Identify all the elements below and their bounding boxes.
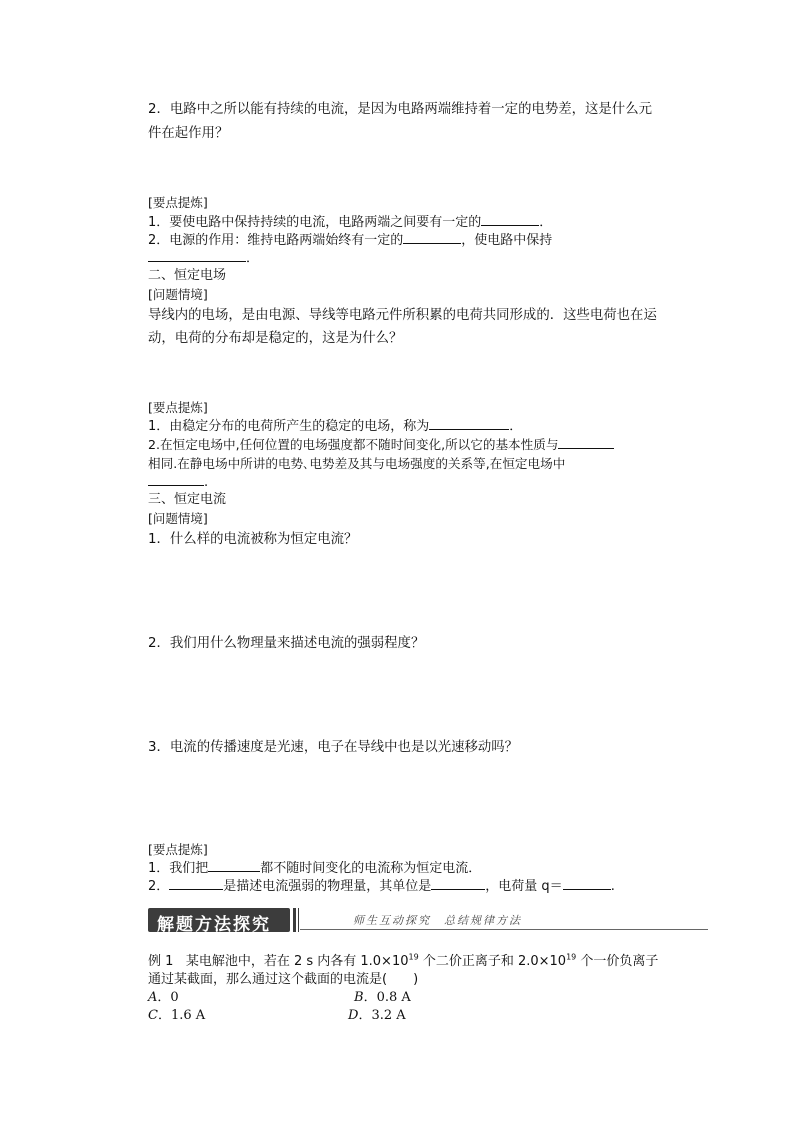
answer-blank[interactable] bbox=[148, 473, 204, 486]
answer-blank[interactable] bbox=[403, 231, 461, 244]
option-b-letter: B bbox=[354, 990, 364, 1005]
key-point-1-end: ． bbox=[539, 215, 553, 230]
key-point-1 bbox=[148, 213, 552, 231]
field-key-point-1-text: 1．由稳定分布的电荷所产生的稳定的电场，称为 bbox=[148, 419, 430, 434]
key-points-label: [要点提炼] bbox=[148, 195, 208, 210]
current-key-point-2-mid-2: ，电荷量 q＝ bbox=[485, 879, 563, 894]
current-key-point-2 bbox=[148, 877, 615, 895]
answer-blank[interactable] bbox=[169, 877, 223, 890]
banner-title-box bbox=[148, 908, 290, 935]
current-key-point-2-mid-1: 是描述电流强弱的物理量，其单位是 bbox=[223, 879, 432, 894]
answer-blank[interactable] bbox=[429, 417, 509, 430]
field-key-point-1 bbox=[148, 417, 522, 435]
question-2-line-2: 件在起作用？ bbox=[148, 126, 229, 141]
answer-blank[interactable] bbox=[563, 877, 611, 890]
banner-divider-bar bbox=[298, 908, 299, 932]
option-c-letter: C bbox=[148, 1008, 158, 1023]
situation-question-line-2: 动，电荷的分布却是稳定的，这是为什么？ bbox=[148, 331, 403, 346]
section-banner bbox=[148, 908, 708, 935]
field-key-point-2-line-3 bbox=[148, 473, 208, 491]
example-exponent-2: 19 bbox=[566, 952, 577, 962]
answer-blank[interactable] bbox=[208, 859, 260, 872]
example-text-3: 个一价负离子 bbox=[576, 954, 659, 969]
option-a-letter: A bbox=[148, 990, 158, 1005]
key-point-2-continued bbox=[148, 249, 259, 267]
example-exponent-1: 19 bbox=[408, 952, 419, 962]
question-2-line-1: 2．电路中之所以能有持续的电流，是因为电路两端维持着一定的电势差，这是什么元 bbox=[148, 102, 652, 117]
banner-rule bbox=[300, 929, 708, 930]
current-key-point-1-end: 都不随时间变化的电流称为恒定电流． bbox=[260, 861, 482, 876]
banner-subtitle: 师生互动探究 总结规律方法 bbox=[353, 914, 522, 927]
banner-title: 解题方法探究 bbox=[157, 915, 271, 935]
option-d[interactable]: D．3.2 A bbox=[348, 1008, 406, 1023]
example-label: 例 1 bbox=[148, 954, 174, 969]
answer-blank[interactable] bbox=[558, 436, 614, 449]
field-key-point-2-line-1 bbox=[148, 436, 614, 453]
key-point-1-text: 1．要使电路中保持持续的电流，电路两端之间要有一定的 bbox=[148, 215, 482, 230]
answer-blank[interactable] bbox=[148, 249, 246, 262]
option-b-value: 0.8 A bbox=[376, 990, 411, 1005]
answer-blank[interactable] bbox=[481, 213, 539, 226]
option-d-letter: D bbox=[348, 1008, 359, 1023]
current-key-point-2-start: 2． bbox=[148, 879, 170, 894]
option-a[interactable]: A．0 bbox=[148, 990, 179, 1005]
current-key-point-2-end: . bbox=[610, 879, 615, 894]
example-text-1: 某电解池中，若在 2 s 内各有 1.0×10 bbox=[185, 954, 409, 969]
option-b[interactable]: B．0.8 A bbox=[354, 990, 411, 1005]
example-1-line-2: 通过某截面，那么通过这个截面的电流是( ) bbox=[148, 972, 419, 987]
key-point-2 bbox=[148, 231, 552, 249]
problem-situation-label: [问题情境] bbox=[148, 287, 208, 302]
key-point-2-mid: ，使电路中保持 bbox=[461, 233, 553, 248]
situation-question-line-1: 导线内的电场，是由电源、导线等电路元件所积累的电荷共同形成的．这些电荷也在运 bbox=[148, 308, 657, 323]
banner-divider-bar bbox=[293, 908, 296, 932]
current-key-point-1-start: 1．我们把 bbox=[148, 861, 209, 876]
current-question-2: 2．我们用什么物理量来描述电流的强弱程度？ bbox=[148, 636, 425, 651]
example-1-line-1 bbox=[148, 953, 658, 970]
key-points-label: [要点提炼] bbox=[148, 842, 208, 857]
section-heading-constant-field: 二、恒定电场 bbox=[148, 268, 227, 283]
current-key-point-1 bbox=[148, 859, 481, 877]
key-point-2-text: 2．电源的作用：维持电路两端始终有一定的 bbox=[148, 233, 404, 248]
example-text-2: 个二价正离子和 2.0×10 bbox=[418, 954, 567, 969]
current-question-3: 3．电流的传播速度是光速，电子在导线中也是以光速移动吗？ bbox=[148, 740, 519, 755]
section-heading-constant-current: 三、恒定电流 bbox=[148, 492, 227, 507]
option-a-value: 0 bbox=[170, 990, 179, 1005]
option-c[interactable]: C．1.6 A bbox=[148, 1008, 206, 1023]
field-key-point-2-end: . bbox=[204, 475, 209, 490]
current-question-1: 1．什么样的电流被称为恒定电流？ bbox=[148, 532, 358, 547]
option-d-value: 3.2 A bbox=[371, 1008, 406, 1023]
field-key-point-1-end: ． bbox=[509, 419, 523, 434]
problem-situation-label: [问题情境] bbox=[148, 511, 208, 526]
field-key-point-2-text: 2.在恒定电场中,任何位置的电场强度都不随时间变化,所以它的基本性质与 bbox=[148, 437, 559, 452]
option-c-value: 1.6 A bbox=[170, 1008, 206, 1023]
field-key-point-2-line-2: 相同.在静电场中所讲的电势､电势差及其与电场强度的关系等,在恒定电场中 bbox=[148, 456, 566, 471]
key-points-label: [要点提炼] bbox=[148, 400, 208, 415]
answer-blank[interactable] bbox=[431, 877, 485, 890]
key-point-2-end: ． bbox=[246, 251, 260, 266]
